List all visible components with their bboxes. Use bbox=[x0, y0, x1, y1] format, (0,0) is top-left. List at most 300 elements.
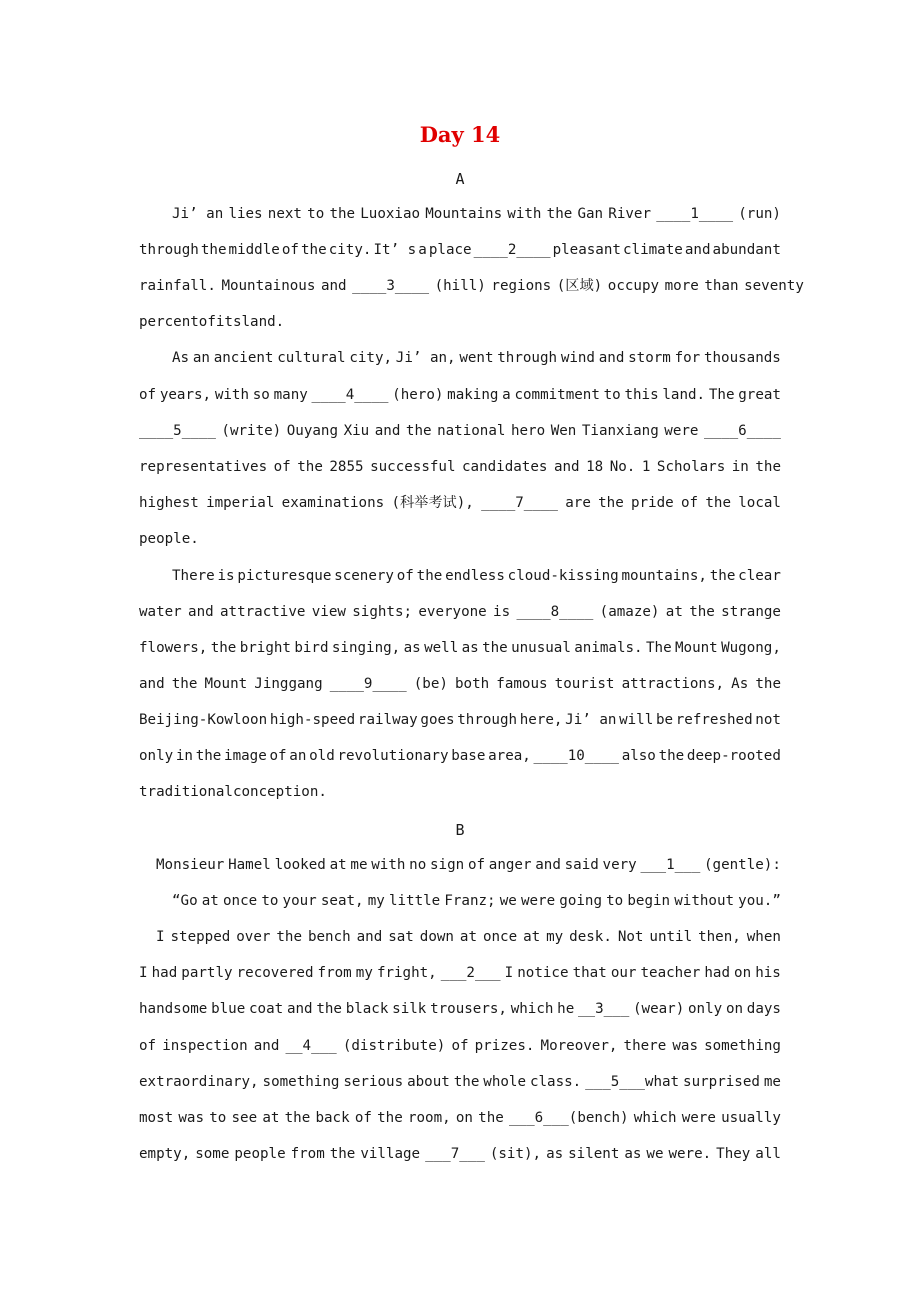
word: (hero) bbox=[392, 387, 444, 403]
text-line bbox=[139, 744, 781, 768]
word: as bbox=[403, 640, 421, 656]
word: all bbox=[755, 1146, 781, 1162]
section-a-label: A bbox=[455, 170, 465, 188]
word: looked bbox=[274, 857, 326, 873]
text-line bbox=[139, 1070, 781, 1094]
word: and bbox=[139, 676, 165, 692]
word: and bbox=[535, 857, 561, 873]
word: the bbox=[546, 206, 573, 222]
word: through bbox=[457, 712, 518, 728]
blank-word: ____5____ bbox=[139, 423, 216, 439]
word: serious bbox=[343, 1074, 404, 1090]
word: see bbox=[231, 1110, 258, 1126]
word: 2855 bbox=[329, 459, 364, 475]
word: coat bbox=[249, 1001, 284, 1017]
word: great bbox=[738, 387, 781, 403]
text-line bbox=[139, 961, 781, 985]
word: Jinggang bbox=[254, 676, 323, 692]
word: were bbox=[664, 423, 699, 439]
blank-word: ____1____ bbox=[656, 206, 734, 222]
word: clear bbox=[738, 568, 781, 584]
word: had bbox=[151, 965, 178, 981]
word: cloud-kissing bbox=[507, 568, 619, 584]
text-line bbox=[139, 997, 781, 1021]
word: the bbox=[405, 423, 432, 439]
word: and bbox=[320, 278, 347, 294]
text-line bbox=[139, 455, 781, 479]
word: regions bbox=[491, 278, 552, 294]
blank-word: ____4____ bbox=[311, 387, 389, 403]
word: the bbox=[705, 495, 731, 511]
word: successful bbox=[370, 459, 456, 475]
word: (write) bbox=[221, 423, 282, 439]
word: place bbox=[428, 242, 472, 258]
word: at bbox=[262, 1110, 280, 1126]
word: silk bbox=[392, 1001, 427, 1017]
word: this bbox=[624, 387, 659, 403]
word: extraordinary, bbox=[139, 1074, 259, 1090]
word: (hill) bbox=[434, 278, 486, 294]
word: singing, bbox=[331, 640, 401, 656]
word: which bbox=[633, 1110, 677, 1126]
word: in bbox=[175, 748, 193, 764]
word: and bbox=[356, 929, 383, 945]
word: to bbox=[307, 206, 325, 222]
word: picturesque bbox=[237, 568, 332, 584]
word: so bbox=[252, 387, 270, 403]
word: image bbox=[224, 748, 267, 764]
word: high-speed bbox=[269, 712, 356, 728]
text-line bbox=[139, 491, 781, 515]
word: 1 bbox=[641, 459, 651, 475]
word: making bbox=[447, 387, 499, 403]
word: of bbox=[354, 1110, 372, 1126]
word: through bbox=[497, 350, 558, 366]
word: with bbox=[507, 206, 542, 222]
word: was bbox=[178, 1110, 204, 1126]
word: endless bbox=[445, 568, 505, 584]
text-line bbox=[139, 780, 781, 804]
word: storm bbox=[628, 350, 671, 366]
word: its bbox=[215, 314, 242, 330]
text-line bbox=[172, 202, 781, 226]
word: and bbox=[286, 1001, 313, 1017]
word: commitment bbox=[514, 387, 600, 403]
word: climate bbox=[623, 242, 683, 258]
word: the bbox=[284, 1110, 311, 1126]
word: the bbox=[329, 206, 356, 222]
word: Hamel bbox=[228, 857, 271, 873]
word: at bbox=[665, 604, 683, 620]
word: had bbox=[704, 965, 730, 981]
word: something bbox=[262, 1074, 340, 1090]
word: the bbox=[276, 929, 302, 945]
word: The bbox=[645, 640, 672, 656]
word: of bbox=[681, 495, 699, 511]
blank-word: ___6___(bench) bbox=[509, 1110, 629, 1126]
word: the bbox=[755, 676, 781, 692]
word: people bbox=[234, 1146, 286, 1162]
word: (gentle): bbox=[704, 857, 781, 873]
word: examinations bbox=[281, 495, 385, 511]
blank-word: __4___ bbox=[285, 1038, 337, 1054]
word: usually bbox=[721, 1110, 781, 1126]
text-line bbox=[172, 889, 781, 913]
word: land. bbox=[241, 314, 285, 330]
word: (run) bbox=[738, 206, 781, 222]
blank-word: ____3____ bbox=[352, 278, 430, 294]
word: most bbox=[139, 1110, 174, 1126]
word: years, bbox=[159, 387, 212, 403]
text-line bbox=[139, 708, 781, 732]
word: Wen bbox=[550, 423, 577, 439]
word: candidates bbox=[462, 459, 548, 475]
word: next bbox=[267, 206, 302, 222]
word: our bbox=[610, 965, 637, 981]
word: base bbox=[451, 748, 486, 764]
word: revolutionary bbox=[337, 748, 449, 764]
word: middle bbox=[228, 242, 280, 258]
word: the bbox=[482, 640, 508, 656]
word: only bbox=[139, 748, 174, 764]
word: of bbox=[139, 387, 157, 403]
word: fright, bbox=[376, 965, 437, 981]
word: and bbox=[253, 1038, 280, 1054]
word: for bbox=[674, 350, 701, 366]
word: empty, bbox=[139, 1146, 191, 1162]
word: flowers, bbox=[139, 640, 208, 656]
blank-word: ___5___what bbox=[585, 1074, 680, 1090]
word: the bbox=[200, 242, 227, 258]
word: (科举考试), bbox=[391, 495, 474, 511]
word: begin bbox=[627, 893, 671, 909]
word: Not bbox=[617, 929, 644, 945]
word: the bbox=[171, 676, 198, 692]
word: cultural bbox=[277, 350, 346, 366]
word: area, bbox=[488, 748, 531, 764]
word: the bbox=[297, 459, 323, 475]
word: with bbox=[371, 857, 406, 873]
word: seventy bbox=[744, 278, 804, 294]
word: on bbox=[734, 965, 752, 981]
word: 18 bbox=[586, 459, 604, 475]
word: my bbox=[546, 929, 564, 945]
blank-word: ____8____ bbox=[516, 604, 594, 620]
word: (sit), bbox=[489, 1146, 542, 1162]
word: bird bbox=[294, 640, 329, 656]
blank-word: ___7___ bbox=[425, 1146, 485, 1162]
word: both bbox=[455, 676, 490, 692]
word: pleasant bbox=[552, 242, 621, 258]
word: at bbox=[329, 857, 347, 873]
text-line bbox=[156, 925, 781, 949]
word: trousers, bbox=[430, 1001, 507, 1017]
word: me bbox=[763, 1074, 781, 1090]
word: a bbox=[502, 387, 511, 403]
word: stepped bbox=[170, 929, 231, 945]
word: the bbox=[658, 748, 685, 764]
word: rainfall. bbox=[139, 278, 216, 294]
word: once bbox=[482, 929, 518, 945]
word: very bbox=[602, 857, 637, 873]
word: not bbox=[755, 712, 781, 728]
word: tourist bbox=[554, 676, 615, 692]
word: partly bbox=[181, 965, 233, 981]
word: we bbox=[499, 893, 517, 909]
word: people. bbox=[139, 531, 199, 547]
text-line bbox=[139, 636, 781, 660]
word: pride bbox=[631, 495, 674, 511]
word: refreshed bbox=[675, 712, 753, 728]
word: on bbox=[455, 1110, 473, 1126]
word: Wugong, bbox=[721, 640, 781, 656]
word: city, bbox=[349, 350, 393, 366]
word: he bbox=[557, 1001, 575, 1017]
word: seat, bbox=[320, 893, 364, 909]
word: Xiu bbox=[343, 423, 370, 439]
word: teacher bbox=[640, 965, 701, 981]
word: on bbox=[725, 1001, 744, 1017]
word: Tianxiang bbox=[581, 423, 659, 439]
word: notice bbox=[517, 965, 569, 981]
word: went bbox=[459, 350, 494, 366]
word: his bbox=[755, 965, 781, 981]
word: strange bbox=[721, 604, 781, 620]
word: my bbox=[355, 965, 373, 981]
word: sign bbox=[430, 857, 465, 873]
word: an bbox=[192, 350, 210, 366]
word: There bbox=[172, 568, 215, 584]
word: No. bbox=[609, 459, 636, 475]
word: that bbox=[572, 965, 607, 981]
text-line bbox=[156, 853, 781, 877]
word: thousands bbox=[703, 350, 781, 366]
word: until bbox=[649, 929, 693, 945]
word: representatives bbox=[139, 459, 268, 475]
word: unusual bbox=[511, 640, 571, 656]
word: the bbox=[210, 640, 237, 656]
word: desk. bbox=[569, 929, 612, 945]
word: prizes. bbox=[474, 1038, 535, 1054]
word: Ji’ an, bbox=[395, 350, 456, 366]
word: without bbox=[674, 893, 735, 909]
word: of bbox=[396, 568, 414, 584]
word: view bbox=[311, 604, 346, 620]
word: Ouyang bbox=[286, 423, 339, 439]
word: back bbox=[315, 1110, 350, 1126]
word: wind bbox=[560, 350, 595, 366]
word: hero bbox=[510, 423, 546, 439]
word: black bbox=[345, 1001, 389, 1017]
word: no bbox=[409, 857, 427, 873]
word: the bbox=[709, 568, 736, 584]
word: old bbox=[309, 748, 335, 764]
word: something bbox=[704, 1038, 781, 1054]
word: occupy bbox=[607, 278, 660, 294]
word: (区域) bbox=[556, 278, 603, 294]
word: Ji’ an bbox=[565, 712, 617, 728]
word: as bbox=[546, 1146, 564, 1162]
text-line bbox=[139, 527, 781, 551]
word: of bbox=[467, 857, 486, 873]
word: Scholars bbox=[656, 459, 726, 475]
word: an bbox=[289, 748, 307, 764]
word: is bbox=[217, 568, 235, 584]
word: famous bbox=[496, 676, 548, 692]
word: of bbox=[198, 314, 216, 330]
text-line bbox=[139, 274, 804, 298]
word: with bbox=[214, 387, 250, 403]
word: whole bbox=[483, 1074, 527, 1090]
blank-word: ___1___ bbox=[640, 857, 701, 873]
word: Beijing-Kowloon bbox=[139, 712, 268, 728]
word: to bbox=[606, 893, 624, 909]
word: inspection bbox=[162, 1038, 248, 1054]
word: from bbox=[317, 965, 352, 981]
word: local bbox=[738, 495, 781, 511]
blank-word: ___2___ bbox=[440, 965, 501, 981]
word: and bbox=[188, 604, 214, 620]
word: once bbox=[223, 893, 258, 909]
word: (distribute) bbox=[342, 1038, 446, 1054]
word: recovered bbox=[236, 965, 314, 981]
word: traditional bbox=[139, 784, 233, 800]
blank-word: ____9____ bbox=[329, 676, 407, 692]
word: percent bbox=[139, 314, 199, 330]
word: we bbox=[646, 1146, 664, 1162]
word: and bbox=[553, 459, 580, 475]
word: the bbox=[329, 1146, 356, 1162]
section-b-label: B bbox=[455, 821, 465, 839]
word: and bbox=[374, 423, 401, 439]
word: of bbox=[273, 459, 291, 475]
word: I bbox=[139, 965, 148, 981]
text-line bbox=[139, 310, 781, 334]
word: the bbox=[316, 1001, 342, 1017]
word: here, bbox=[519, 712, 563, 728]
word: mountains, bbox=[621, 568, 707, 584]
word: everyone bbox=[418, 604, 487, 620]
word: Luoxiao bbox=[360, 206, 421, 222]
word: me bbox=[350, 857, 368, 873]
word: days bbox=[746, 1001, 781, 1017]
word: only bbox=[688, 1001, 723, 1017]
blank-word: ____6____ bbox=[704, 423, 781, 439]
word: room, bbox=[407, 1110, 451, 1126]
text-line bbox=[139, 1142, 781, 1166]
page-title: Day 14 bbox=[419, 122, 501, 147]
blank-word: ____2____ bbox=[473, 242, 551, 258]
word: It’ s bbox=[373, 242, 417, 258]
word: at bbox=[523, 929, 541, 945]
word: were bbox=[681, 1110, 716, 1126]
word: conception. bbox=[232, 784, 327, 800]
word: was bbox=[672, 1038, 698, 1054]
word: The bbox=[708, 387, 735, 403]
word: Mount bbox=[204, 676, 248, 692]
word: anger bbox=[488, 857, 532, 873]
word: down bbox=[419, 929, 454, 945]
blank-word: ____7____ bbox=[481, 495, 558, 511]
word: attractions, bbox=[621, 676, 725, 692]
word: Mountains bbox=[425, 206, 503, 222]
word: to bbox=[209, 1110, 227, 1126]
word: over bbox=[236, 929, 271, 945]
word: Moreover, bbox=[540, 1038, 618, 1054]
word: the bbox=[377, 1110, 403, 1126]
word: your bbox=[282, 893, 317, 909]
text-line bbox=[139, 238, 781, 262]
word: scenery bbox=[334, 568, 394, 584]
word: to bbox=[603, 387, 621, 403]
word: of bbox=[139, 1038, 157, 1054]
word: abundant bbox=[712, 242, 781, 258]
text-line bbox=[139, 672, 781, 696]
word: some bbox=[195, 1146, 230, 1162]
word: of bbox=[281, 242, 299, 258]
word: railway bbox=[357, 712, 418, 728]
word: and bbox=[684, 242, 711, 258]
word: is bbox=[493, 604, 511, 620]
word: bench bbox=[307, 929, 351, 945]
word: imperial bbox=[206, 495, 275, 511]
text-line bbox=[139, 600, 781, 624]
word: and bbox=[598, 350, 625, 366]
text-line bbox=[139, 1034, 781, 1058]
word: from bbox=[290, 1146, 325, 1162]
word: the bbox=[478, 1110, 504, 1126]
word: Mountainous bbox=[221, 278, 316, 294]
word: the bbox=[195, 748, 222, 764]
word: at bbox=[201, 893, 219, 909]
word: I bbox=[156, 929, 165, 945]
word: River bbox=[608, 206, 651, 222]
word: at bbox=[459, 929, 477, 945]
word: are bbox=[565, 495, 591, 511]
word: more bbox=[664, 278, 699, 294]
word: They bbox=[716, 1146, 751, 1162]
text-line bbox=[172, 346, 781, 370]
word: sat bbox=[388, 929, 414, 945]
word: goes bbox=[420, 712, 455, 728]
word: water bbox=[139, 604, 182, 620]
word: there bbox=[623, 1038, 667, 1054]
word: about bbox=[407, 1074, 450, 1090]
word: then, bbox=[698, 929, 741, 945]
blank-word: __3___ bbox=[578, 1001, 630, 1017]
word: As bbox=[731, 676, 749, 692]
word: silent bbox=[568, 1146, 620, 1162]
word: national bbox=[437, 423, 506, 439]
word: of bbox=[269, 748, 287, 764]
word: ancient bbox=[213, 350, 274, 366]
word: surprised bbox=[683, 1074, 760, 1090]
word: as bbox=[461, 640, 479, 656]
word: Gan bbox=[577, 206, 604, 222]
word: animals. bbox=[574, 640, 643, 656]
word: than bbox=[704, 278, 739, 294]
word: Monsieur bbox=[156, 857, 225, 873]
blank-word: ____10____ bbox=[533, 748, 619, 764]
word: the bbox=[301, 242, 327, 258]
word: many bbox=[273, 387, 308, 403]
text-line bbox=[172, 564, 781, 588]
word: the bbox=[755, 459, 781, 475]
word: also bbox=[621, 748, 656, 764]
word: city. bbox=[328, 242, 372, 258]
word: (wear) bbox=[633, 1001, 685, 1017]
word: Mount bbox=[674, 640, 718, 656]
